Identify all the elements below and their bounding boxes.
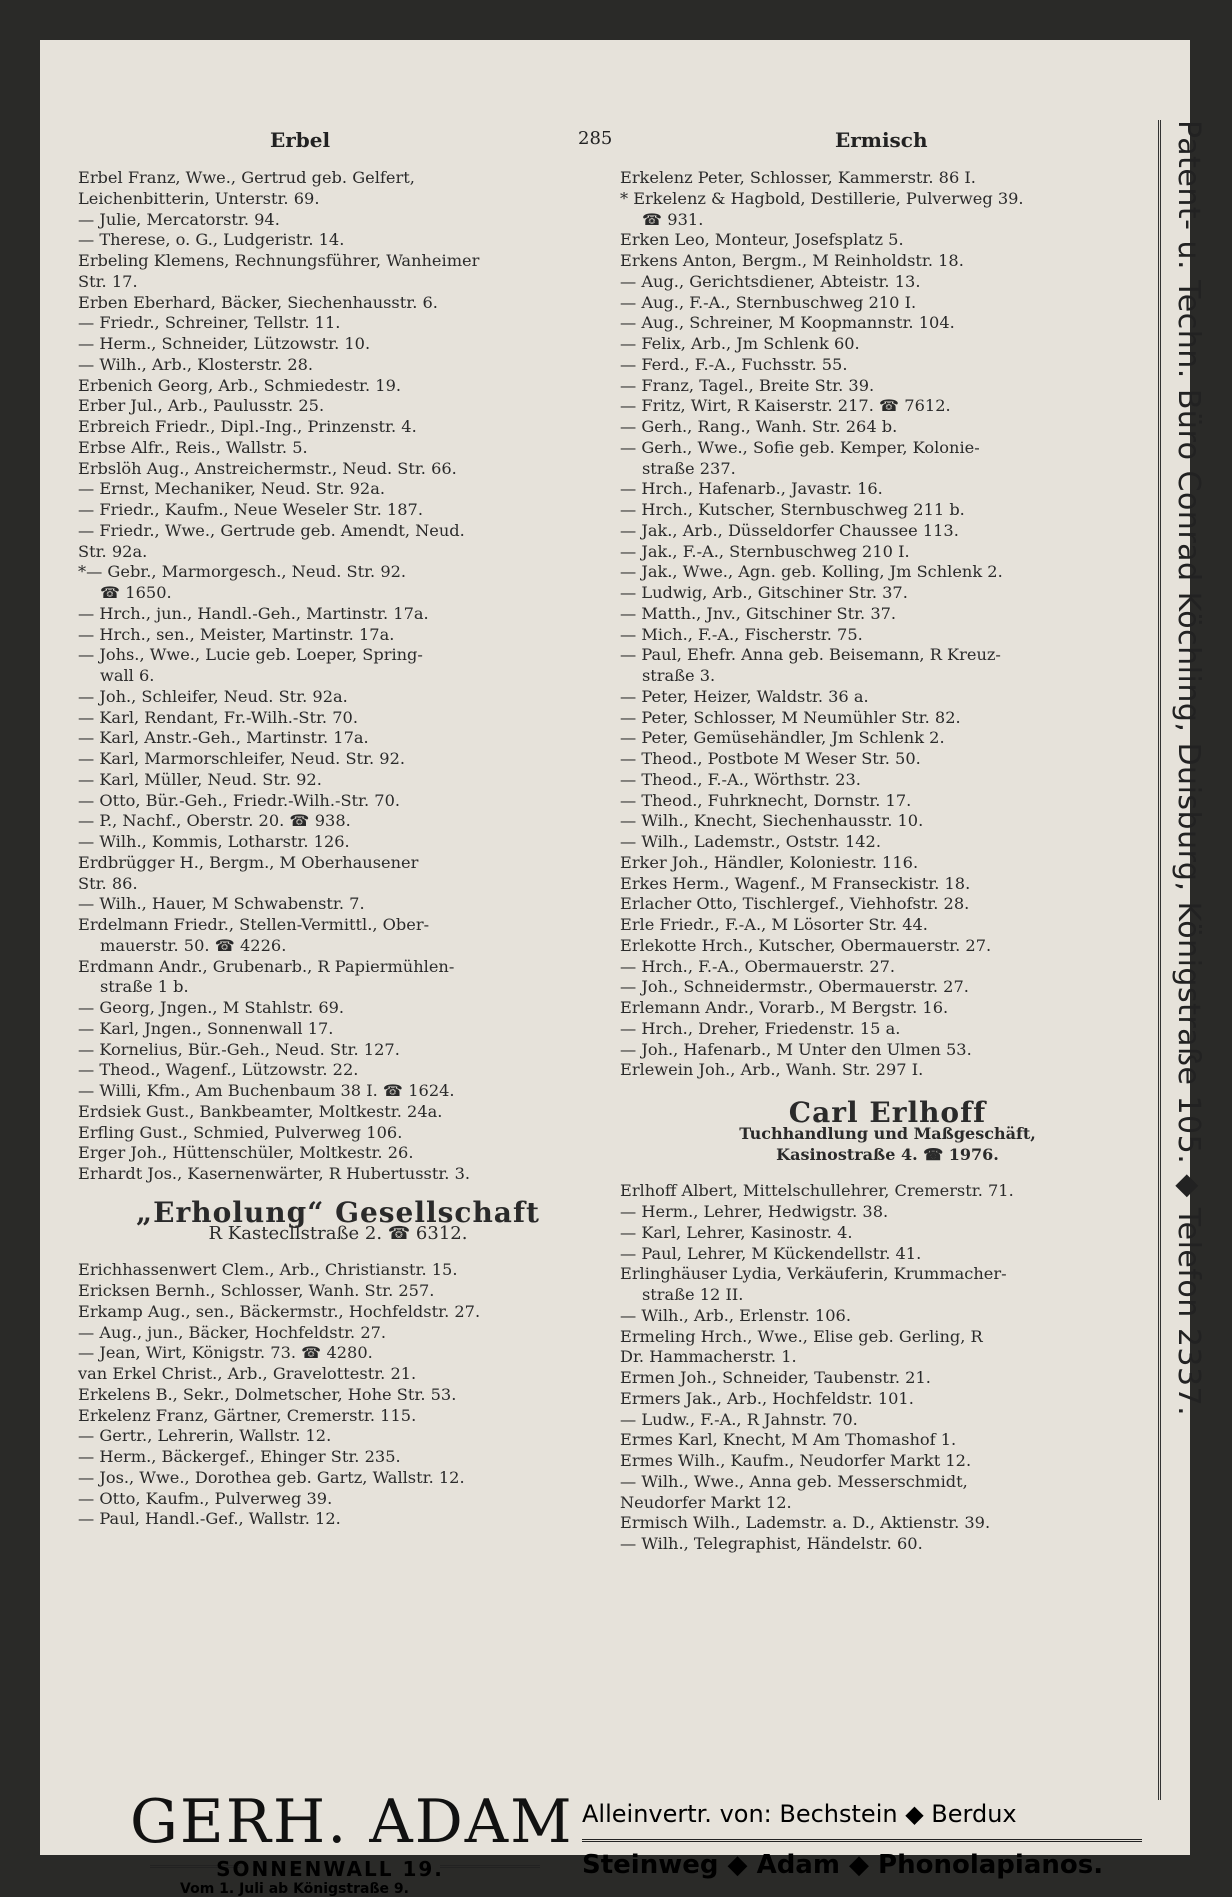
directory-entry-line: — Gerh., Rang., Wanh. Str. 264 b.: [620, 417, 898, 436]
directory-entry-line: Erlemann Andr., Vorarb., M Bergstr. 16.: [620, 998, 949, 1017]
directory-entry-line: Erbse Alfr., Reis., Wallstr. 5.: [78, 437, 308, 457]
directory-entry-line: Ermes Wilh., Kaufm., Neudorfer Markt 12.: [620, 1451, 972, 1470]
footer-brands: Steinweg ◆ Adam ◆ Phonolapianos.: [582, 1850, 1104, 1880]
directory-entry-line: — Herm., Bäckergef., Ehinger Str. 235.: [78, 1447, 401, 1466]
directory-entry-line: — Peter, Heizer, Waldstr. 36 a.: [620, 686, 869, 706]
directory-entry-line: Str. 92a.: [78, 541, 148, 561]
directory-entry-line: — Theod., Postbote M Weser Str. 50.: [620, 749, 921, 768]
header-left-word: Erbel: [270, 128, 331, 152]
directory-entry-line: Erkamp Aug., sen., Bäckermstr., Hochfeldstr. 27.: [78, 1301, 481, 1321]
directory-entry-line: — Paul, Handl.-Gef., Wallstr. 12.: [78, 1509, 341, 1529]
directory-entry-line: — Peter, Gemüsehändler, Jm Schlenk 2.: [620, 728, 945, 748]
directory-entry-line: — Hrch., Dreher, Friedenstr. 15 a.: [620, 1018, 901, 1038]
directory-entry-line: — Herm., Lehrer, Hedwigstr. 38.: [620, 1202, 889, 1221]
column-right: [620, 168, 1155, 1555]
directory-entry-line: Erfling Gust., Schmied, Pulverweg 106.: [78, 1122, 403, 1142]
ad-erlhoff-title: Carl Erlhoff: [788, 1096, 987, 1129]
directory-entry-line: — Jos., Wwe., Dorothea geb. Gartz, Wallstr. 12.: [78, 1467, 465, 1487]
directory-entry-line: — Wilh., Wwe., Anna geb. Messerschmidt,: [620, 1471, 968, 1491]
directory-entry-line: Ermisch Wilh., Lademstr. a. D., Aktienstr. 39.: [620, 1513, 991, 1533]
directory-entry-line: straße 12 II.: [642, 1285, 744, 1304]
directory-entry-line: — Hrch., F.-A., Obermauerstr. 27.: [620, 956, 896, 976]
directory-entry-line: Erlhoff Albert, Mittelschullehrer, Cremerstr. 71.: [620, 1181, 1014, 1201]
directory-entry-line: Erkes Herm., Wagenf., M Franseckistr. 18.: [620, 873, 971, 893]
directory-entry-line: — Gerh., Wwe., Sofie geb. Kemper, Kolonie-: [620, 437, 980, 457]
footer-advert: [120, 1787, 1170, 1897]
directory-entry-line: — Wilh., Kommis, Lotharstr. 126.: [78, 832, 350, 851]
directory-entry-line: — Aug., Schreiner, M Koopmannstr. 104.: [620, 313, 955, 333]
ad-erlhoff-line2: Kasinostraße 4. ☎ 1976.: [776, 1144, 999, 1164]
directory-entry-line: — Georg, Jngen., M Stahlstr. 69.: [78, 998, 345, 1017]
directory-entry-line: Erber Jul., Arb., Paulusstr. 25.: [78, 396, 325, 416]
directory-entry-line: — Karl, Rendant, Fr.-Wilh.-Str. 70.: [78, 707, 358, 727]
directory-entry-line: *— Gebr., Marmorgesch., Neud. Str. 92.: [78, 562, 407, 582]
header-right-word: Ermisch: [835, 128, 928, 152]
directory-entry-line: — Franz, Tagel., Breite Str. 39.: [620, 375, 875, 395]
sidebar-advert: [1158, 120, 1216, 1800]
directory-entry-line: — Wilh., Arb., Erlenstr. 106.: [620, 1305, 851, 1325]
directory-entry-line: — Johs., Wwe., Lucie geb. Loeper, Spring-: [78, 645, 423, 665]
directory-entry-line: ☎ 1650.: [100, 583, 172, 602]
directory-entry-line: Erhardt Jos., Kasernenwärter, R Hubertusstr. 3.: [78, 1164, 471, 1183]
footer-agency: Alleinvertr. von: Bechstein ◆ Berdux: [582, 1800, 1017, 1828]
directory-entry-line: wall 6.: [100, 666, 155, 685]
directory-entry-line: Erichhassenwert Clem., Arb., Christianstr. 15.: [78, 1260, 458, 1280]
directory-entry-line: ☎ 931.: [642, 209, 704, 229]
directory-entry-line: — Karl, Jngen., Sonnenwall 17.: [78, 1018, 334, 1038]
directory-entry-line: — Felix, Arb., Jm Schlenk 60.: [620, 334, 860, 353]
directory-entry-line: Erlacher Otto, Tischlergef., Viehhofstr. 28.: [620, 894, 970, 914]
directory-entry-line: — Willi, Kfm., Am Buchenbaum 38 I. ☎ 1624.: [78, 1081, 455, 1100]
directory-entry-line: — Aug., F.-A., Sternbuschweg 210 I.: [620, 292, 917, 312]
directory-entry-line: — Karl, Lehrer, Kasinostr. 4.: [620, 1222, 853, 1242]
directory-entry-line: Str. 17.: [78, 271, 138, 291]
directory-entry-line: Dr. Hammacherstr. 1.: [620, 1347, 797, 1367]
directory-entry-line: — Theod., Fuhrknecht, Dornstr. 17.: [620, 790, 912, 810]
directory-entry-line: — Julie, Mercatorstr. 94.: [78, 209, 280, 229]
directory-entry-line: Erger Joh., Hüttenschüler, Moltkestr. 26.: [78, 1143, 414, 1163]
directory-entry-line: — Hrch., Hafenarb., Javastr. 16.: [620, 479, 883, 499]
directory-entry-line: — Wilh., Arb., Klosterstr. 28.: [78, 354, 314, 374]
directory-entry-line: — Wilh., Telegraphist, Händelstr. 60.: [620, 1534, 923, 1553]
directory-entry-line: — Jean, Wirt, Königstr. 73. ☎ 4280.: [78, 1343, 373, 1363]
directory-entry-line: Ermes Karl, Knecht, M Am Thomashof 1.: [620, 1430, 957, 1450]
directory-entry-line: — Wilh., Knecht, Siechenhausstr. 10.: [620, 811, 924, 831]
ad-erlhoff-line1: Tuchhandlung und Maßgeschäft,: [739, 1123, 1036, 1143]
directory-page: [40, 40, 1206, 1897]
footer-street: SONNENWALL 19.: [216, 1857, 444, 1881]
directory-entry-line: — Jak., F.-A., Sternbuschweg 210 I.: [620, 541, 910, 561]
directory-entry-line: — Ferd., F.-A., Fuchsstr. 55.: [620, 354, 848, 374]
directory-entry-line: — Otto, Bür.-Geh., Friedr.-Wilh.-Str. 70.: [78, 790, 401, 810]
directory-entry-line: Ermen Joh., Schneider, Taubenstr. 21.: [620, 1368, 931, 1387]
ad-erlhoff: [620, 1096, 1155, 1165]
directory-entry-line: Erbreich Friedr., Dipl.-Ing., Prinzenstr. 4.: [78, 417, 417, 436]
directory-entry-line: Erdsiek Gust., Bankbeamter, Moltkestr. 24a.: [78, 1101, 443, 1121]
directory-entry-line: — Jak., Arb., Düsseldorfer Chaussee 113.: [620, 520, 959, 540]
directory-entry-line: Erdelmann Friedr., Stellen-Vermittl., Ober-: [78, 915, 430, 934]
directory-entry-line: — Friedr., Schreiner, Tellstr. 11.: [78, 313, 341, 333]
directory-entry-line: — Karl, Anstr.-Geh., Martinstr. 17a.: [78, 728, 369, 748]
directory-entry-line: — Hrch., Kutscher, Sternbuschweg 211 b.: [620, 500, 965, 519]
directory-entry-line: — Mich., F.-A., Fischerstr. 75.: [620, 624, 863, 644]
directory-entry-line: van Erkel Christ., Arb., Gravelottestr. 21.: [78, 1364, 417, 1383]
directory-entry-line: — Hrch., sen., Meister, Martinstr. 17a.: [78, 624, 395, 644]
directory-entry-line: Erbel Franz, Wwe., Gertrud geb. Gelfert,: [78, 168, 415, 187]
directory-entry-line: Erkelens B., Sekr., Dolmetscher, Hohe Str. 53.: [78, 1384, 457, 1404]
directory-entry-line: — Ludw., F.-A., R Jahnstr. 70.: [620, 1409, 858, 1429]
footer-company-name: GERH. ADAM: [130, 1787, 574, 1857]
directory-entry-line: — Therese, o. G., Ludgeristr. 14.: [78, 230, 345, 250]
directory-entry-line: — Paul, Lehrer, M Kückendellstr. 41.: [620, 1243, 922, 1263]
directory-entry-line: — Peter, Schlosser, M Neumühler Str. 82.: [620, 707, 961, 727]
directory-entry-line: — Theod., Wagenf., Lützowstr. 22.: [78, 1060, 359, 1080]
directory-entry-line: — Friedr., Kaufm., Neue Weseler Str. 187.: [78, 500, 423, 519]
ad-erholung: [78, 1195, 598, 1245]
directory-entry-line: Erkelenz Peter, Schlosser, Kammerstr. 86 I.: [620, 168, 976, 187]
directory-entry-line: — Matth., Jnv., Gitschiner Str. 37.: [620, 603, 897, 623]
directory-entry-line: — Herm., Schneider, Lützowstr. 10.: [78, 334, 371, 353]
directory-entry-line: — Jak., Wwe., Agn. geb. Kolling, Jm Schlenk 2.: [620, 562, 1003, 582]
directory-entry-line: — Wilh., Lademstr., Oststr. 142.: [620, 832, 881, 851]
directory-entry-line: Erdmann Andr., Grubenarb., R Papiermühlen-: [78, 956, 455, 976]
directory-entry-line: Ermers Jak., Arb., Hochfeldstr. 101.: [620, 1388, 914, 1408]
directory-entry-line: Erbenich Georg, Arb., Schmiedestr. 19.: [78, 375, 402, 395]
directory-entry-line: — Aug., jun., Bäcker, Hochfeldstr. 27.: [78, 1322, 387, 1342]
directory-entry-line: — Theod., F.-A., Wörthstr. 23.: [620, 769, 861, 789]
page-number: 285: [578, 128, 613, 149]
directory-entry-line: — Karl, Marmorschleifer, Neud. Str. 92.: [78, 749, 406, 768]
footer-divider: [582, 1839, 1142, 1842]
directory-entry-line: — P., Nachf., Oberstr. 20. ☎ 938.: [78, 811, 351, 831]
directory-entry-line: Erbslöh Aug., Anstreichermstr., Neud. Str. 66.: [78, 458, 457, 478]
directory-entry-line: — Friedr., Wwe., Gertrude geb. Amendt, Neud.: [78, 520, 465, 540]
sidebar-advert-text: Patent- u. Techn. Büro Conrad Köchling, Duisburg, Königstraße 105. ◆ Telefon 2337.: [1171, 120, 1206, 1417]
directory-entry-line: straße 237.: [642, 458, 736, 478]
directory-entry-line: — Ernst, Mechaniker, Neud. Str. 92a.: [78, 479, 386, 499]
directory-entry-line: straße 1 b.: [100, 977, 189, 997]
directory-entry-line: * Erkelenz & Hagbold, Destillerie, Pulverweg 39.: [620, 188, 1024, 208]
ad-erholung-address: R Kastecllstraße 2. ☎ 6312.: [208, 1222, 468, 1244]
directory-entry-line: — Ludwig, Arb., Gitschiner Str. 37.: [620, 583, 908, 602]
directory-entry-line: — Wilh., Hauer, M Schwabenstr. 7.: [78, 894, 365, 914]
directory-entry-line: — Hrch., jun., Handl.-Geh., Martinstr. 17a.: [78, 603, 429, 623]
directory-entry-line: Erlewein Joh., Arb., Wanh. Str. 297 I.: [620, 1060, 924, 1080]
directory-entry-line: Str. 86.: [78, 873, 138, 893]
directory-entry-line: Erdbrügger H., Bergm., M Oberhausener: [78, 852, 419, 872]
directory-entry-line: Erbeling Klemens, Rechnungsführer, Wanheimer: [78, 251, 480, 270]
directory-entry-line: — Gertr., Lehrerin, Wallstr. 12.: [78, 1426, 332, 1446]
directory-entry-line: — Kornelius, Bür.-Geh., Neud. Str. 127.: [78, 1039, 400, 1059]
directory-entry-line: Erben Eberhard, Bäcker, Siechenhausstr. 6.: [78, 292, 438, 312]
directory-entry-line: — Joh., Schneidermstr., Obermauerstr. 27.: [620, 977, 969, 997]
directory-entry-line: Erken Leo, Monteur, Josefsplatz 5.: [620, 230, 904, 250]
directory-entry-line: Erkelenz Franz, Gärtner, Cremerstr. 115.: [78, 1405, 417, 1425]
directory-entry-line: straße 3.: [642, 666, 716, 685]
directory-entry-line: Ericksen Bernh., Schlosser, Wanh. Str. 257.: [78, 1281, 435, 1300]
directory-entry-line: Erkens Anton, Bergm., M Reinholdstr. 18.: [620, 251, 964, 270]
directory-entry-line: Neudorfer Markt 12.: [620, 1492, 792, 1512]
directory-entry-line: — Otto, Kaufm., Pulverweg 39.: [78, 1488, 333, 1508]
directory-entry-line: Leichenbitterin, Unterstr. 69.: [78, 188, 320, 208]
directory-entry-line: — Paul, Ehefr. Anna geb. Beisemann, R Kreuz-: [620, 645, 1001, 665]
column-left: [78, 168, 598, 1530]
footer-moving-note: Vom 1. Juli ab Königstraße 9.: [180, 1881, 409, 1897]
directory-entry-line: — Aug., Gerichtsdiener, Abteistr. 13.: [620, 271, 921, 291]
directory-entry-line: — Joh., Hafenarb., M Unter den Ulmen 53.: [620, 1039, 972, 1059]
directory-entry-line: Erle Friedr., F.-A., M Lösorter Str. 44.: [620, 915, 928, 934]
directory-entry-line: Erlinghäuser Lydia, Verkäuferin, Krummacher-: [620, 1264, 1007, 1284]
directory-entry-line: — Fritz, Wirt, R Kaiserstr. 217. ☎ 7612.: [620, 396, 951, 416]
ad-erholung-title: „Erholung“ Gesellschaft: [136, 1195, 540, 1229]
directory-entry-line: — Joh., Schleifer, Neud. Str. 92a.: [78, 686, 348, 706]
directory-entry-line: Erker Joh., Händler, Koloniestr. 116.: [620, 852, 919, 872]
directory-entry-line: Erlekotte Hrch., Kutscher, Obermauerstr. 27.: [620, 935, 992, 955]
directory-entry-line: Ermeling Hrch., Wwe., Elise geb. Gerling, R: [620, 1326, 983, 1346]
directory-entry-line: — Karl, Müller, Neud. Str. 92.: [78, 769, 322, 789]
directory-entry-line: mauerstr. 50. ☎ 4226.: [100, 935, 287, 955]
